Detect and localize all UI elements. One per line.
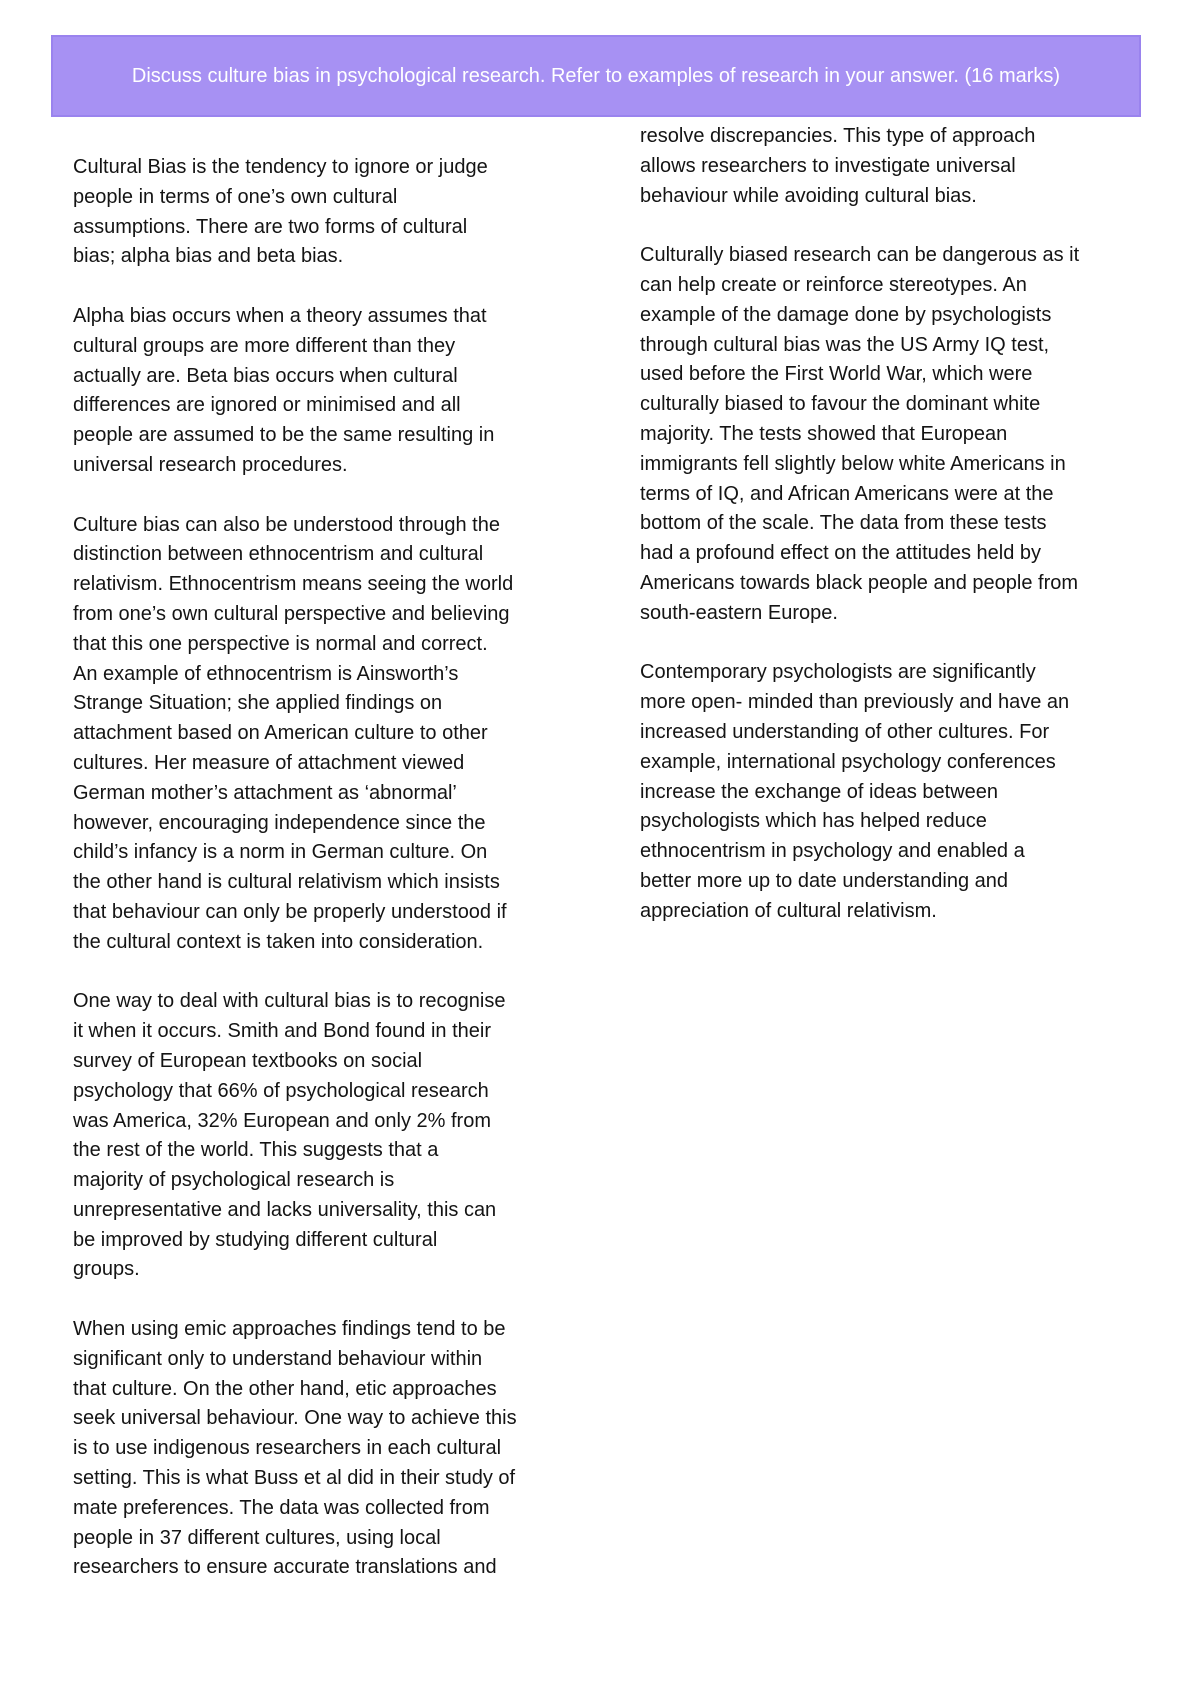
paragraph-line: used before the First World War, which were [640,363,1033,386]
paragraph-line: culturally biased to favour the dominant white [640,393,1041,416]
paragraph-line: survey of European textbooks on social [73,1049,423,1072]
paragraph-line: ethnocentrism in psychology and enabled a [640,840,1025,863]
paragraph-line: Strange Situation; she applied findings on [73,692,443,715]
paragraph-line: seek universal behaviour. One way to achieve this [73,1407,517,1430]
question-text: Discuss culture bias in psychological research. Refer to examples of research in your answer. (16 marks) [131,64,1061,87]
paragraph-line: example, international psychology conferences [640,750,1056,773]
paragraph-line: Alpha bias occurs when a theory assumes that [73,304,487,327]
paragraph-line: unrepresentative and lacks universality, this can [73,1198,497,1221]
paragraph-line: bias; alpha bias and beta bias. [73,245,344,268]
paragraph-line: it when it occurs. Smith and Bond found in their [73,1020,492,1043]
paragraph-line: cultures. Her measure of attachment viewed [73,751,465,774]
paragraph-line: Culture bias can also be understood through the [73,513,500,536]
paragraph-line: psychology that 66% of psychological research [73,1079,489,1102]
paragraph-line: through cultural bias was the US Army IQ test, [640,333,1050,356]
left-column-paragraph [73,987,573,1285]
left-column-paragraph [73,1315,573,1583]
paragraph-line: differences are ignored or minimised and all [73,394,461,417]
paragraph-line: allows researchers to investigate universal [640,154,1016,177]
paragraph-line: actually are. Beta bias occurs when cultural [73,364,458,387]
paragraph-line: terms of IQ, and African Americans were at the [640,482,1054,505]
paragraph-line: resolve discrepancies. This type of approach [640,125,1036,147]
paragraph-line: had a profound effect on the attitudes held by [640,542,1042,565]
paragraph-line: increase the exchange of ideas between [640,780,999,803]
paragraph-line: bottom of the scale. The data from these tests [640,512,1047,535]
paragraph-line: mate preferences. The data was collected from [73,1496,490,1519]
paragraph-line: researchers to ensure accurate translations and [73,1556,497,1579]
left-column-paragraph [73,511,573,958]
paragraph-line: One way to deal with cultural bias is to recognise [73,990,506,1013]
paragraph-line: assumptions. There are two forms of cultural [73,215,468,238]
paragraph-line: German mother’s attachment as ‘abnormal’ [73,781,457,804]
paragraph-line: Cultural Bias is the tendency to ignore or judge [73,156,488,178]
paragraph-line: significant only to understand behaviour within [73,1347,483,1370]
paragraph-line: immigrants fell slightly below white Americans in [640,452,1066,475]
paragraph-line: is to use indigenous researchers in each cultural [73,1437,502,1460]
paragraph-line: relativism. Ethnocentrism means seeing the world [73,573,514,596]
paragraph-line: cultural groups are more different than they [73,334,456,357]
paragraph-line: child’s infancy is a norm in German culture. On [73,841,488,864]
right-column-paragraph [640,658,1140,926]
paragraph-line: the other hand is cultural relativism which insists [73,871,500,894]
paragraph-line: When using emic approaches findings tend to be [73,1318,506,1341]
paragraph-line: example of the damage done by psychologists [640,303,1052,326]
paragraph-line: the rest of the world. This suggests that a [73,1139,439,1162]
paragraph-line: increased understanding of other cultures. For [640,720,1050,743]
paragraph-line: that behaviour can only be properly understood if [73,900,507,923]
paragraph-line: appreciation of cultural relativism. [640,899,937,922]
paragraph-line: better more up to date understanding and [640,869,1009,892]
paragraph-line: Contemporary psychologists are significantly [640,661,1036,684]
paragraph-line: however, encouraging independence since the [73,811,486,834]
paragraph-line: people are assumed to be the same resulting in [73,424,495,447]
paragraph-line: groups. [73,1258,140,1281]
paragraph-line: that culture. On the other hand, etic approaches [73,1377,497,1400]
paragraph-line: majority. The tests showed that European [640,422,1008,445]
right-column-paragraph [640,241,1140,628]
left-column [73,153,573,1613]
paragraph-line: universal research procedures. [73,453,348,476]
paragraph-line: attachment based on American culture to other [73,722,488,745]
paragraph-line: setting. This is what Buss et al did in their study of [73,1467,516,1490]
paragraph-line: psychologists which has helped reduce [640,810,987,833]
paragraph-line: Culturally biased research can be dangerous as it [640,244,1080,267]
paragraph-line: distinction between ethnocentrism and cultural [73,543,484,566]
paragraph-line: that this one perspective is normal and correct. [73,632,488,655]
left-column-paragraph [73,302,573,481]
paragraph-line: south-eastern Europe. [640,601,838,624]
paragraph-line: behaviour while avoiding cultural bias. [640,184,977,207]
paragraph-line: more open- minded than previously and have an [640,691,1070,714]
paragraph-line: people in 37 different cultures, using local [73,1526,441,1549]
question-banner [51,35,1141,117]
right-column [640,122,1140,956]
paragraph-line: An example of ethnocentrism is Ainsworth’s [73,662,459,685]
left-column-paragraph [73,153,573,272]
right-column-paragraph [640,122,1140,211]
paragraph-line: the cultural context is taken into consideration. [73,930,484,953]
paragraph-line: majority of psychological research is [73,1169,395,1192]
paragraph-line: from one’s own cultural perspective and believing [73,602,510,625]
paragraph-line: was America, 32% European and only 2% from [73,1109,491,1132]
paragraph-line: Americans towards black people and people from [640,571,1079,594]
paragraph-line: be improved by studying different cultural [73,1228,438,1251]
paragraph-line: people in terms of one’s own cultural [73,185,398,208]
paragraph-line: can help create or reinforce stereotypes. An [640,273,1027,296]
